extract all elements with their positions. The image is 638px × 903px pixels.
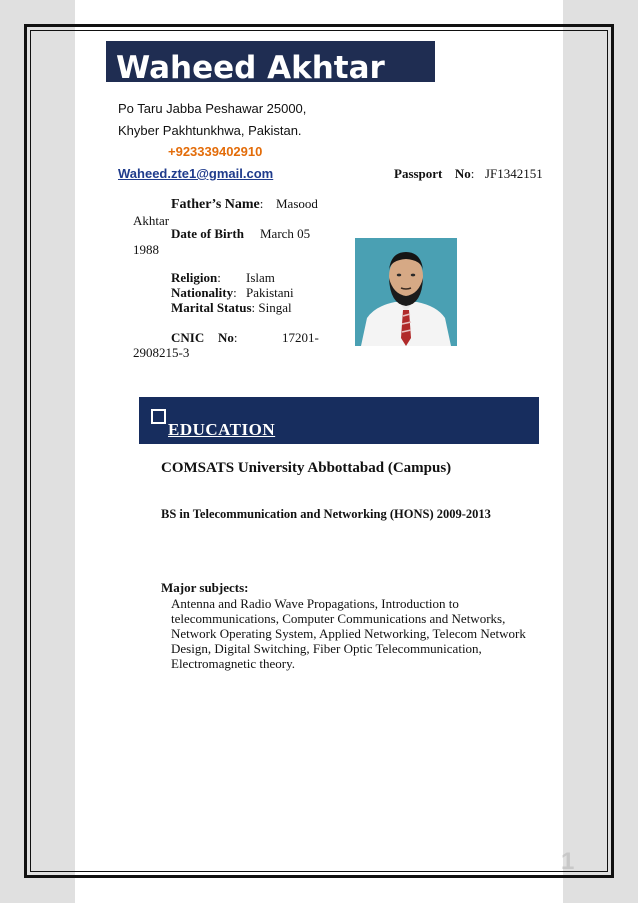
father-value-2: Akhtar (133, 213, 170, 228)
subjects-line-5: Electromagnetic theory. (171, 656, 296, 671)
university-name: COMSATS University Abbottabad (Campus) (161, 460, 452, 476)
name-banner: Waheed Akhtar (106, 41, 435, 82)
passport-colon: : (470, 166, 475, 181)
phone-number: +923339402910 (168, 144, 263, 159)
religion-line (171, 270, 221, 286)
father-label: Father’s Name (171, 197, 260, 212)
cnic-no-wrap (218, 330, 238, 346)
nationality-label: Nationality (171, 285, 234, 300)
subjects-line-1: Antenna and Radio Wave Propagations, Introduction to (171, 596, 459, 611)
father-colon: : (259, 196, 264, 211)
religion-value: Islam (246, 270, 275, 285)
page-number: 1 (561, 848, 575, 875)
marital-value: Singal (258, 300, 292, 315)
subjects-line-2: telecommunications, Computer Communications and Networks, (171, 611, 506, 626)
subjects-line-4: Design, Digital Switching, Fiber Optic Telecommunication, (171, 641, 482, 656)
nationality-colon: : (233, 285, 237, 300)
cnic-label-wrap (171, 330, 204, 346)
page-border-inner (30, 30, 608, 872)
marital-line (171, 300, 292, 316)
nationality-value: Pakistani (246, 285, 294, 300)
religion-label: Religion (171, 270, 218, 285)
subjects-line-3: Network Operating System, Applied Networking, Telecom Network (171, 626, 526, 641)
subjects-label: Major subjects: (161, 580, 249, 595)
cnic-colon: : (233, 330, 238, 345)
profile-photo (355, 238, 457, 346)
checkbox-bullet-icon (151, 409, 166, 424)
dob-value-2: 1988 (133, 242, 159, 257)
degree-line: BS in Telecommunication and Networking (HONS) 2009-2013 (161, 507, 491, 521)
passport-no-label: No (454, 166, 471, 181)
religion-colon: : (217, 270, 221, 285)
dob-value-1: March 05 (260, 226, 311, 241)
cnic-no-label: No (218, 330, 234, 345)
cnic-label: CNIC (171, 330, 205, 345)
address-line-1: Po Taru Jabba Peshawar 25000, (118, 101, 307, 116)
passport-value: JF1342151 (484, 166, 543, 181)
education-title: EDUCATION (168, 420, 276, 439)
marital-label: Marital Status (171, 300, 252, 315)
cnic-value-2: 2908215-3 (133, 345, 190, 360)
dob-label: Date of Birth (171, 226, 244, 241)
cnic-value-1: 17201- (282, 330, 319, 345)
marital-colon: : (251, 300, 256, 315)
passport-info (394, 166, 543, 182)
address-line-2: Khyber Pakhtunkhwa, Pakistan. (118, 123, 302, 138)
father-value-1: Masood (276, 196, 318, 211)
nationality-line (171, 285, 237, 301)
passport-label: Passport (394, 166, 443, 181)
email-link[interactable]: Waheed.zte1@gmail.com (118, 166, 274, 181)
father-line (171, 196, 263, 213)
dob-line (171, 226, 244, 242)
